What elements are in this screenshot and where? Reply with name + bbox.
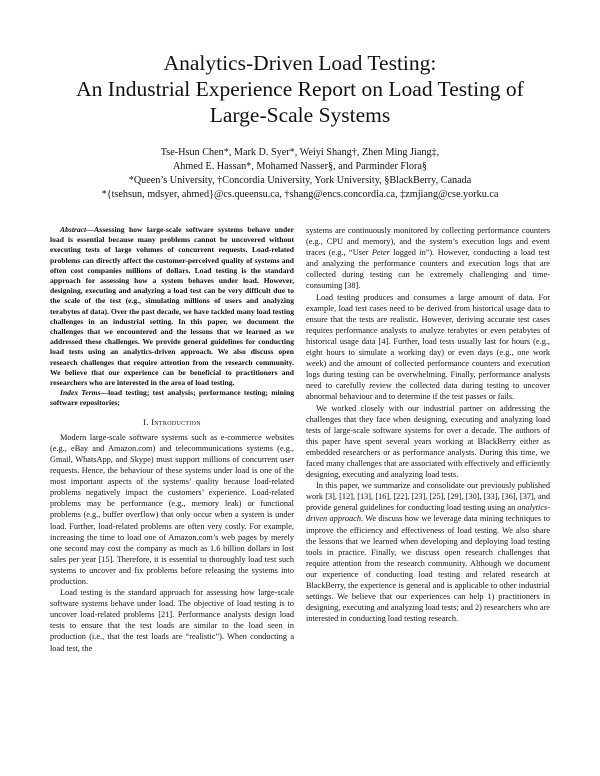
intro-paragraph-5 <box>306 480 550 624</box>
index-terms-text: —load testing; test analysis; performance testing; mining software repositories; <box>50 388 294 408</box>
intro-paragraph-2-cont <box>306 225 550 292</box>
title-line-3: Large-Scale Systems <box>209 103 391 127</box>
paragraph-text: logged in”). However, conducting a load test and analyzing the performance counters and execution logs that are collected during testing can be extremely challenging and time-consuming [38]. <box>306 248 550 291</box>
title-line-2: An Industrial Experience Report on Load Testing of <box>76 77 524 101</box>
abstract-text: —Assessing how large-scale software systems behave under load is essential because many problems cannot be uncovered without executing tests of large volumes of concurrent requests. Load-related problems can directly affect the customer-perceived quality of systems and often cost companies millions of dollars. Load testing is the standard approach for assessing how a system behaves under load. However, designing, executing and analyzing a load test can be very difficult due to the scale of the test (e.g., simulating millions of users and analyzing terabytes of data). Over the past decade, we have tackled many load testing challenges in an industrial setting. In this paper, we document the challenges that we encountered and the lessons that we learned as we addressed these challenges. We provide general guidelines for conducting load tests using an analytics-driven approach. We also discuss open research challenges that require attention from the research community. We believe that our experience can be beneficial to practitioners and researchers who are interested in the area of load testing. <box>50 225 294 388</box>
intro-paragraph-3: Load testing produces and consumes a large amount of data. For example, load test cases need to be derived from historical usage data to ensure that the tests are realistic. However, deriving accurate test cases requires performance analysts to analyze terabytes or even petabytes of historical usage data [4]. Further, load tests usually last for hours (e.g., eight hours to simulate a working day) or even days (e.g., one work week) and the amount of collected performance counters and execution logs during testing can be overwhelming. Finally, performance analysts need to carefully review the collected data during testing to uncover abnormal behaviour and to determine if the test passes or fails. <box>306 292 550 402</box>
intro-paragraph-1: Modern large-scale software systems such as e-commerce websites (e.g., eBay and Amazon.com) and telecommunications systems (e.g., Gmail, WhatsApp, and Skype) must support millions of concurrent user requests. Hence, the behaviour of these systems under load is one of the most important aspects of the systems’ quality because load-related problems negatively impact the customers’ experience. Load-related problems may be performance (e.g., memory leak) or functional problems (e.g., buffer overflow) that only occur when a system is under load. Further, load-related problems are often very costly. For example, increasing the time to load one of Amazon.com’s web pages by merely one second may cost the company as much as 1.6 billion dollars in lost sales per year [15]. Therefore, it is essential to thoroughly load test such systems to uncover and fix problems before releasing the systems into production. <box>50 432 294 586</box>
index-terms <box>50 388 294 408</box>
paragraph-italic: analytics-driven approach <box>306 503 551 524</box>
paragraph-text: . We discuss how we leverage data mining techniques to improve the efficiency and effectiveness of load testing. We also share the lessons that we learned when developing and deploying load testing tools in practice. Finally, we discuss open research challenges that require attention from the research community. Although we document our experience of conducting load testing and related research at BlackBerry, the experience is general and is applicable to other industrial settings. We believe that our experiences can help 1) practitioners in designing, executing and analyzing load tests; and 2) researchers who are interested in conducting load testing research. <box>306 514 550 624</box>
section-number: I. <box>143 416 149 427</box>
abstract <box>50 225 294 388</box>
section-name: Introduction <box>151 416 201 427</box>
title-line-1: Analytics-Driven Load Testing: <box>163 51 437 75</box>
paper-title <box>0 50 600 128</box>
abstract-lead: Abstract <box>60 225 87 234</box>
author-block <box>0 146 600 202</box>
author-affiliations: *Queen’s University, †Concordia University, York University, §BlackBerry, Canada <box>128 175 472 186</box>
intro-paragraph-4: We worked closely with our industrial partner on addressing the challenges that they face when designing, executing and analyzing load tests of large-scale software systems for over a decade. The authors of this paper have spent several years working at BlackBerry either as embedded researchers or as performance analysts. During this time, we faced many challenges that are associated with effectively and efficiently designing, executing and analyzing load tests. <box>306 403 550 480</box>
right-column <box>306 225 550 624</box>
paragraph-text: In this paper, we summarize and consolidate our previously published work [3], [12], [13], [16], [22], [23], [25], [29], [30], [33], [36], [37], and provide general guidelines for conducting load testing using an <box>306 481 550 513</box>
index-terms-lead: Index Terms <box>60 388 101 398</box>
author-names-line-1: Tse-Hsun Chen*, Mark D. Syer*, Weiyi Shang†, Zhen Ming Jiang‡, <box>160 147 440 158</box>
section-heading-introduction <box>50 417 294 428</box>
paragraph-text: systems are continuously monitored by collecting performance counters (e.g., CPU and memory), and the system’s execution logs and event traces (e.g., “User <box>306 226 550 258</box>
paragraph-italic: Peter <box>371 248 390 258</box>
left-column <box>50 225 294 654</box>
author-emails: *{tsehsun, mdsyer, ahmed}@cs.queensu.ca, †shang@encs.concordia.ca, ‡zmjiang@cse.yorku.ca <box>101 189 499 200</box>
author-names-line-2: Ahmed E. Hassan*, Mohamed Nasser§, and Parminder Flora§ <box>172 161 428 172</box>
intro-paragraph-2: Load testing is the standard approach for assessing how large-scale software systems behave under load. The objective of load testing is to uncover load-related problems [21]. Performance analysts design load tests to ensure that the test loads are similar to the load seen in production (i.e., that the test loads are “realistic”). When conducting a load test, the <box>50 588 294 653</box>
